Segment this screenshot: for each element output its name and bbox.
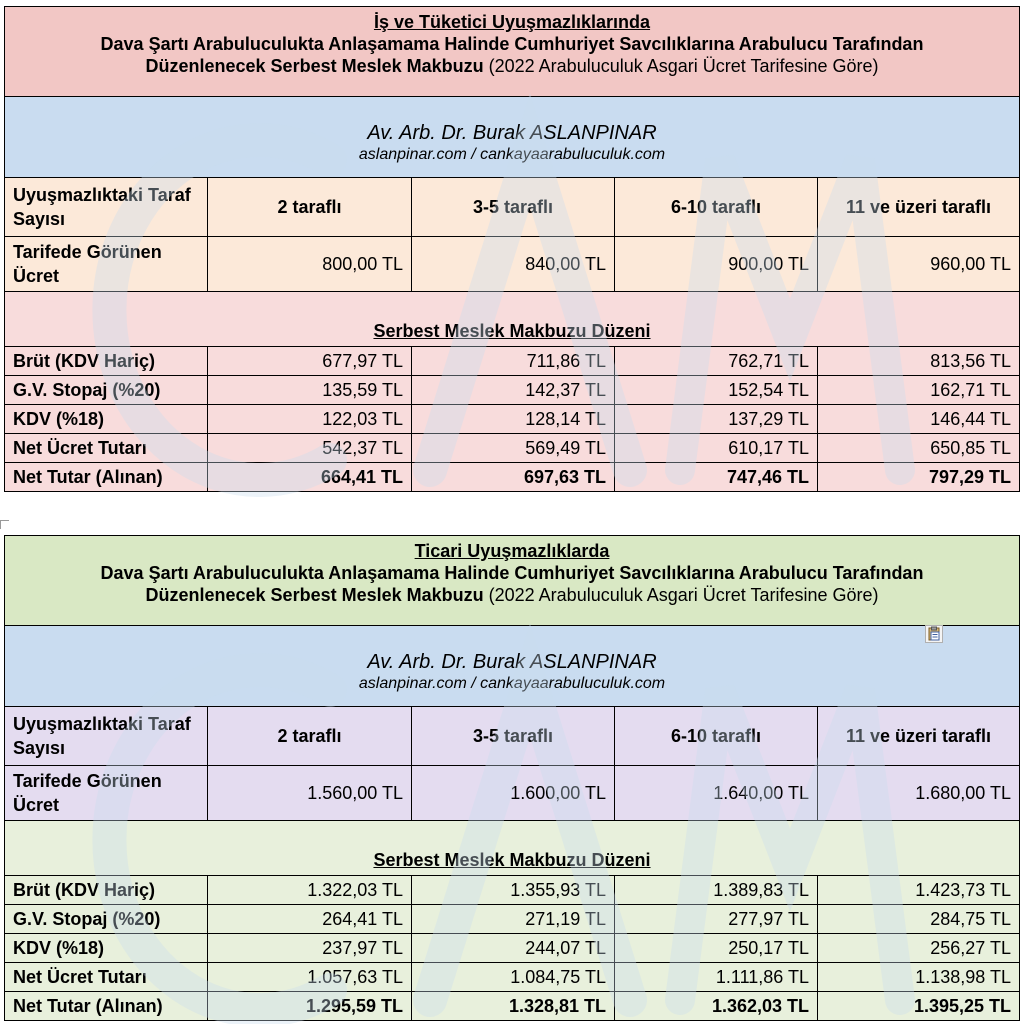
tarife-value: 1.600,00 TL	[412, 766, 615, 820]
author-block	[5, 97, 1019, 178]
row-value: 1.389,83 TL	[615, 876, 818, 904]
row-value: 146,44 TL	[930, 408, 1011, 429]
header-3-5-taraf: 3-5 taraflı	[412, 707, 615, 765]
title-line-2: Dava Şartı Arabuluculukta Anlaşamama Halinde Cumhuriyet Savcılıklarına Arabulucu Tarafından	[100, 563, 924, 583]
header-11-uzeri-taraf: 11 ve üzeri taraflı	[845, 725, 992, 746]
clipboard-icon[interactable]	[925, 625, 943, 643]
table-row	[5, 876, 1019, 905]
author-website: aslanpinar.com / cankayaarabuluculuk.com	[358, 675, 666, 692]
table-row	[5, 405, 1019, 434]
row-value: 677,97 TL	[208, 347, 412, 375]
row-label: Net Tutar (Alınan)	[5, 992, 208, 1020]
header-11-uzeri-taraf: 11 ve üzeri taraflı	[845, 196, 992, 217]
row-value: 1.395,25 TL	[913, 995, 1011, 1016]
row-value: 271,19 TL	[412, 905, 615, 933]
author-block	[5, 626, 1019, 707]
author-name: Av. Arb. Dr. Burak ASLANPINAR	[367, 651, 657, 673]
author-name: Av. Arb. Dr. Burak ASLANPINAR	[367, 122, 657, 144]
row-value: 244,07 TL	[412, 934, 615, 962]
row-value: 264,41 TL	[208, 905, 412, 933]
header-row	[5, 178, 1019, 237]
tarife-value: 840,00 TL	[412, 237, 615, 291]
table-row	[5, 434, 1019, 463]
tarife-label: Tarifede Görünen Ücret	[5, 766, 208, 820]
section-title: Serbest Meslek Makbuzu Düzeni	[5, 821, 1019, 876]
table-row	[5, 934, 1019, 963]
table-title	[5, 536, 1019, 626]
row-label: Net Tutar (Alınan)	[5, 463, 208, 491]
row-value: 697,63 TL	[412, 463, 615, 491]
tarife-value: 1.560,00 TL	[208, 766, 412, 820]
row-value: 664,41 TL	[208, 463, 412, 491]
row-value: 142,37 TL	[412, 376, 615, 404]
author-website: aslanpinar.com / cankayaarabuluculuk.com	[358, 146, 666, 163]
row-label: KDV (%18)	[5, 934, 208, 962]
row-value: 122,03 TL	[208, 405, 412, 433]
header-6-10-taraf: 6-10 taraflı	[615, 707, 818, 765]
header-label: Uyuşmazlıktaki Taraf Sayısı	[5, 707, 208, 765]
header-6-10-taraf: 6-10 taraflı	[615, 178, 818, 236]
row-value: 1.057,63 TL	[208, 963, 412, 991]
row-value: 1.084,75 TL	[412, 963, 615, 991]
title-line-3: Düzenlenecek Serbest Meslek Makbuzu (2022 Arabuluculuk Asgari Ücret Tarifesine Göre)	[145, 585, 879, 605]
row-label: Brüt (KDV Hariç)	[5, 347, 208, 375]
row-value: 284,75 TL	[930, 908, 1011, 929]
row-value: 813,56 TL	[930, 350, 1011, 371]
section-title: Serbest Meslek Makbuzu Düzeni	[5, 292, 1019, 347]
row-value: 762,71 TL	[615, 347, 818, 375]
row-label: Brüt (KDV Hariç)	[5, 876, 208, 904]
row-value: 711,86 TL	[412, 347, 615, 375]
row-value: 1.111,86 TL	[615, 963, 818, 991]
row-value: 1.322,03 TL	[208, 876, 412, 904]
row-value: 237,97 TL	[208, 934, 412, 962]
table-row-total	[5, 992, 1019, 1020]
table-row-total	[5, 463, 1019, 491]
table-ticari	[4, 535, 1020, 1021]
row-value: 542,37 TL	[208, 434, 412, 462]
row-label: Net Ücret Tutarı	[5, 434, 208, 462]
row-label: KDV (%18)	[5, 405, 208, 433]
row-value: 1.138,98 TL	[915, 966, 1011, 987]
table-row	[5, 347, 1019, 376]
row-value: 797,29 TL	[928, 466, 1011, 487]
row-value: 162,71 TL	[930, 379, 1011, 400]
row-value: 277,97 TL	[615, 905, 818, 933]
title-line-3: Düzenlenecek Serbest Meslek Makbuzu (2022 Arabuluculuk Asgari Ücret Tarifesine Göre)	[145, 56, 879, 76]
tarife-label: Tarifede Görünen Ücret	[5, 237, 208, 291]
row-value: 747,46 TL	[615, 463, 818, 491]
row-value: 128,14 TL	[412, 405, 615, 433]
row-value: 137,29 TL	[615, 405, 818, 433]
title-line-1: Ticari Uyuşmazlıklarda	[414, 541, 610, 561]
table-row	[5, 905, 1019, 934]
table-row	[5, 963, 1019, 992]
row-value: 1.362,03 TL	[615, 992, 818, 1020]
cell-corner-marker	[0, 520, 9, 529]
row-value: 569,49 TL	[412, 434, 615, 462]
row-label: G.V. Stopaj (%20)	[5, 376, 208, 404]
header-3-5-taraf: 3-5 taraflı	[412, 178, 615, 236]
row-value: 1.295,59 TL	[208, 992, 412, 1020]
table-row	[5, 376, 1019, 405]
row-value: 1.355,93 TL	[412, 876, 615, 904]
header-2-taraf: 2 taraflı	[208, 178, 412, 236]
tarife-value: 1.640,00 TL	[615, 766, 818, 820]
table-is-tuketici	[4, 6, 1020, 492]
row-value: 152,54 TL	[615, 376, 818, 404]
tarife-value: 1.680,00 TL	[915, 782, 1011, 803]
row-label: Net Ücret Tutarı	[5, 963, 208, 991]
tarife-value: 800,00 TL	[208, 237, 412, 291]
row-value: 256,27 TL	[930, 937, 1011, 958]
row-label: G.V. Stopaj (%20)	[5, 905, 208, 933]
tarife-value: 960,00 TL	[930, 253, 1011, 274]
header-label: Uyuşmazlıktaki Taraf Sayısı	[5, 178, 208, 236]
tarife-row	[5, 766, 1019, 821]
row-value: 650,85 TL	[930, 437, 1011, 458]
title-line-1: İş ve Tüketici Uyuşmazlıklarında	[373, 12, 651, 32]
table-title	[5, 7, 1019, 97]
row-value: 610,17 TL	[615, 434, 818, 462]
row-value: 135,59 TL	[208, 376, 412, 404]
header-row	[5, 707, 1019, 766]
tarife-value: 900,00 TL	[615, 237, 818, 291]
row-value: 1.328,81 TL	[412, 992, 615, 1020]
row-value: 1.423,73 TL	[915, 879, 1011, 900]
tarife-row	[5, 237, 1019, 292]
header-2-taraf: 2 taraflı	[208, 707, 412, 765]
row-value: 250,17 TL	[615, 934, 818, 962]
title-line-2: Dava Şartı Arabuluculukta Anlaşamama Halinde Cumhuriyet Savcılıklarına Arabulucu Tarafından	[100, 34, 924, 54]
